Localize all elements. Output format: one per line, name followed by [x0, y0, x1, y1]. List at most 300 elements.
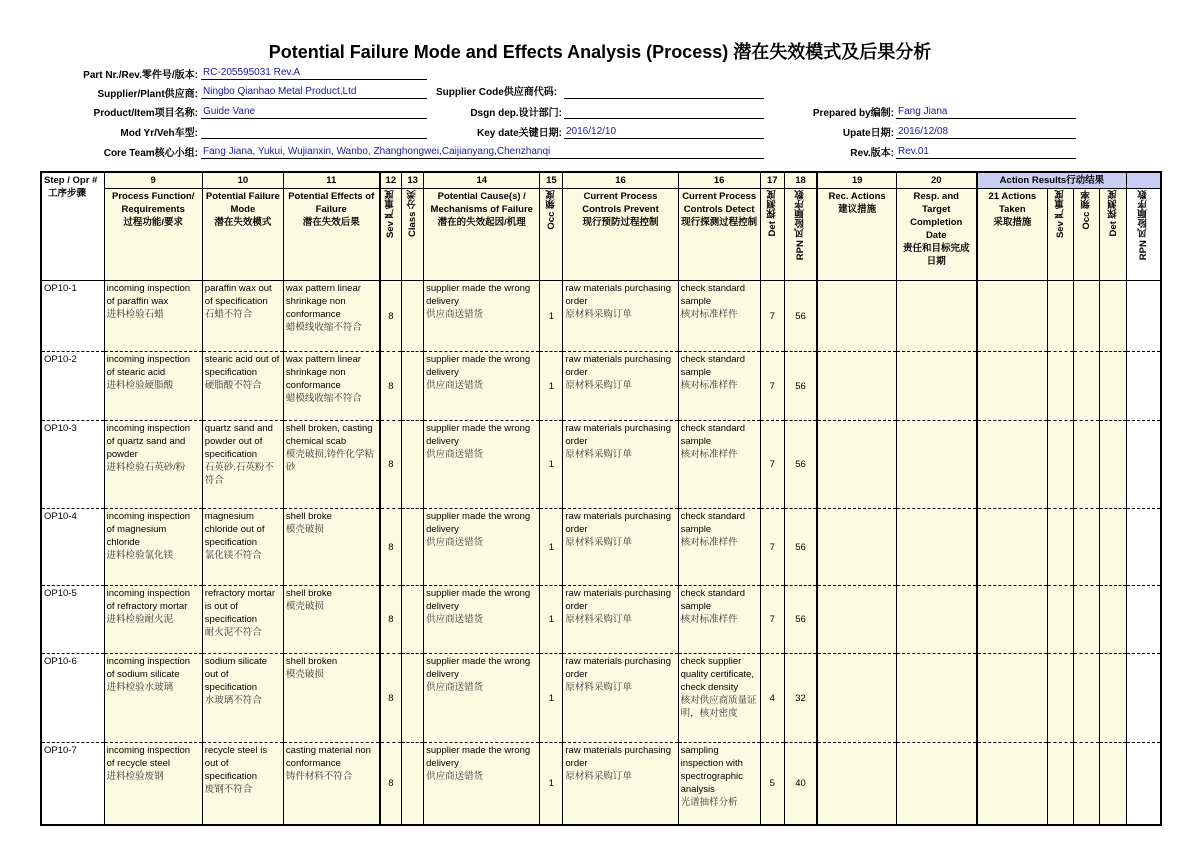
- col-sev: Sev 严重度: [380, 189, 402, 281]
- process-function-cell: [104, 421, 202, 509]
- controls-prevent-cell-text: raw materials purchasing order: [565, 283, 671, 307]
- controls-prevent-cell-text: raw materials purchasing order: [565, 588, 671, 612]
- process-function-cell-text: incoming inspection of paraffin wax: [106, 283, 191, 307]
- cause-cell-text: supplier made the wrong delivery: [426, 656, 531, 680]
- ar-occ-cell[interactable]: [1074, 743, 1100, 825]
- controls-prevent-cell-text: raw materials purchasing order: [565, 511, 671, 535]
- fmea-table: [40, 171, 1162, 826]
- effect-cell-text-cn: 铸件材料不符合: [285, 771, 353, 782]
- ar-rpn-cell[interactable]: [1127, 421, 1161, 509]
- process-function-cell-text: incoming inspection of refractory mortar: [106, 588, 191, 612]
- action-results-blank: [1127, 172, 1161, 189]
- resp-target-cell[interactable]: [896, 586, 976, 654]
- occ-cell-text: 1: [548, 777, 554, 789]
- process-function-cell: [104, 509, 202, 586]
- effect-cell-text-cn: 模壳破损: [285, 669, 324, 680]
- class-cell[interactable]: [402, 509, 424, 586]
- effect-cell: [283, 743, 379, 825]
- ar-sev-cell[interactable]: [1048, 281, 1074, 352]
- controls-detect-cell-text-cn: 核对标准样件: [680, 449, 738, 460]
- product-field[interactable]: Guide Vane: [201, 105, 427, 119]
- rev-label: Rev.版本:: [850, 148, 894, 159]
- update-field[interactable]: 2016/12/08: [896, 125, 1076, 139]
- col-det: Det 探测度: [760, 189, 784, 281]
- process-function-cell: [104, 281, 202, 352]
- class-cell[interactable]: [402, 281, 424, 352]
- controls-detect-cell-text-cn: 核对标准样件: [680, 537, 738, 548]
- cause-cell-text-cn: 供应商送错货: [426, 771, 484, 782]
- class-cell[interactable]: [402, 654, 424, 743]
- det-cell-text: 7: [769, 380, 775, 392]
- effect-cell: [283, 352, 379, 421]
- failure-mode-cell-text-cn: 石英砂.石英粉不符合: [204, 462, 274, 486]
- det-cell: [760, 743, 784, 825]
- col-num-11: 11: [283, 172, 379, 189]
- col-effects: Potential Effects of Failure 潜在失效后果: [283, 189, 379, 281]
- col-num-16a: 16: [563, 172, 678, 189]
- effect-cell-text-cn: 蜡模线收缩不符合: [285, 393, 362, 404]
- process-function-cell-text-cn: 进料检验石蜡: [106, 309, 164, 320]
- actions-taken-cell[interactable]: [977, 586, 1048, 654]
- mod-label: Mod Yr/Veh车型:: [120, 128, 198, 139]
- col-rec-actions: Rec. Actions 建议措施: [817, 189, 896, 281]
- update-label: Upate日期:: [842, 128, 894, 139]
- failure-mode-cell: [202, 743, 283, 825]
- controls-detect-cell: [678, 654, 760, 743]
- step-cell: [41, 352, 104, 421]
- failure-mode-cell-text: sodium silicate out of specification: [204, 656, 268, 693]
- effect-cell-text: shell broke: [285, 588, 332, 599]
- ar-sev-cell[interactable]: [1048, 352, 1074, 421]
- col-actions-taken: 21 Actions Taken 采取措施: [977, 189, 1048, 281]
- occ-cell-text: 1: [548, 310, 554, 322]
- table-row: [41, 352, 1161, 421]
- occ-cell-text: 1: [548, 380, 554, 392]
- controls-prevent-cell-text: raw materials purchasing order: [565, 656, 671, 680]
- ar-rpn-cell[interactable]: [1127, 509, 1161, 586]
- effect-cell-text: shell broken, casting chemical scab: [285, 423, 373, 447]
- effect-cell-text: wax pattern linear shrinkage non conformance: [285, 283, 361, 320]
- ar-occ-cell[interactable]: [1074, 281, 1100, 352]
- process-function-cell-text-cn: 进料检验耐火泥: [106, 614, 174, 625]
- col-num-10: 10: [202, 172, 283, 189]
- sev-cell: [380, 743, 402, 825]
- failure-mode-cell: [202, 654, 283, 743]
- keydate-label: Key date关键日期:: [476, 128, 562, 139]
- col-rpn: RPN 风险顺序数: [784, 189, 817, 281]
- product-label: Product/Item项目名称:: [93, 108, 198, 119]
- step-cell-text: OP10-1: [44, 283, 77, 294]
- prepared-field[interactable]: Fang Jiana: [896, 105, 1076, 119]
- occ-cell: [540, 586, 563, 654]
- table-row: [41, 586, 1161, 654]
- effect-cell: [283, 421, 379, 509]
- controls-prevent-cell-text-cn: 原材料采购订单: [565, 537, 632, 548]
- rpn-cell-text: 56: [795, 541, 806, 553]
- ar-sev-cell[interactable]: [1048, 421, 1074, 509]
- ar-occ-cell[interactable]: [1074, 586, 1100, 654]
- ar-det-cell[interactable]: [1100, 281, 1127, 352]
- sev-cell: [380, 509, 402, 586]
- det-cell: [760, 586, 784, 654]
- ar-occ-cell[interactable]: [1074, 421, 1100, 509]
- cause-cell-text-cn: 供应商送错货: [426, 682, 484, 693]
- step-cell-text: OP10-6: [44, 656, 77, 667]
- det-cell-text: 4: [769, 692, 775, 704]
- effect-cell-text-cn: 模壳破损: [285, 524, 324, 535]
- controls-prevent-cell: [563, 743, 678, 825]
- ar-occ-cell[interactable]: [1074, 509, 1100, 586]
- rpn-cell-text: 56: [795, 614, 806, 625]
- effect-cell-text: wax pattern linear shrinkage non conformance: [285, 354, 361, 391]
- step-cell: [41, 421, 104, 509]
- actions-taken-cell[interactable]: [977, 654, 1048, 743]
- ar-sev-cell[interactable]: [1048, 586, 1074, 654]
- rpn-cell: [784, 352, 817, 421]
- col-class: Class 分类: [402, 189, 424, 281]
- supplier-code-field[interactable]: [564, 85, 764, 99]
- effect-cell: [283, 586, 379, 654]
- actions-taken-cell[interactable]: [977, 352, 1048, 421]
- rpn-cell-text: 56: [795, 310, 806, 322]
- process-function-cell: [104, 586, 202, 654]
- ar-occ-cell[interactable]: [1074, 352, 1100, 421]
- class-cell[interactable]: [402, 352, 424, 421]
- controls-detect-cell: [678, 421, 760, 509]
- resp-target-cell[interactable]: [896, 654, 976, 743]
- failure-mode-cell-text: stearic acid out of specification: [204, 354, 280, 378]
- effect-cell: [283, 654, 379, 743]
- actions-taken-cell[interactable]: [977, 281, 1048, 352]
- process-function-cell-text-cn: 进料检验水玻璃: [106, 682, 174, 693]
- occ-cell-text: 1: [548, 541, 554, 553]
- core-team-field[interactable]: Fang Jiana, Yukui, Wujianxin, Wanbo, Zhanghongwei,Caijianyang,Chenzhanqi: [201, 145, 764, 159]
- keydate-field[interactable]: 2016/12/10: [564, 125, 764, 139]
- resp-target-cell[interactable]: [896, 743, 976, 825]
- actions-taken-cell[interactable]: [977, 421, 1048, 509]
- process-function-cell-text-cn: 进料检验氯化镁: [106, 550, 174, 561]
- step-cell: [41, 509, 104, 586]
- ar-det-cell[interactable]: [1100, 743, 1127, 825]
- failure-mode-cell-text-cn: 耐火泥不符合: [204, 627, 262, 638]
- supplier-label: Supplier/Plant供应商:: [97, 89, 198, 100]
- process-function-cell-text-cn: 进料检验石英砂/粉: [106, 462, 186, 473]
- col-resp-target: Resp. and Target Completion Date 责任和目标完成日期: [896, 189, 976, 281]
- effect-cell-text: shell broke: [285, 511, 332, 522]
- sev-cell-text: 8: [388, 692, 394, 704]
- process-function-cell: [104, 743, 202, 825]
- cause-cell-text-cn: 供应商送错货: [426, 380, 484, 391]
- controls-detect-cell: [678, 586, 760, 654]
- col-num-18: 18: [784, 172, 817, 189]
- supplier-field[interactable]: Ningbo Qianhao Metal Product,Ltd: [201, 85, 427, 99]
- col-ar-rpn: RPN 风险顺序数: [1127, 189, 1161, 281]
- process-function-cell-text: incoming inspection of magnesium chloride: [106, 511, 191, 548]
- failure-mode-cell: [202, 281, 283, 352]
- ar-det-cell[interactable]: [1100, 509, 1127, 586]
- det-cell-text: 7: [769, 541, 775, 553]
- cause-cell-text-cn: 供应商送错货: [426, 614, 484, 625]
- table-row: [41, 654, 1161, 743]
- controls-prevent-cell-text-cn: 原材料采购订单: [565, 449, 632, 460]
- controls-detect-cell-text: check standard sample: [680, 354, 746, 378]
- col-failure-mode: Potential Failure Mode 潜在失效模式: [202, 189, 283, 281]
- controls-detect-cell-text-cn: 核对标准样件: [680, 309, 738, 320]
- col-num-19: 19: [817, 172, 896, 189]
- det-cell: [760, 654, 784, 743]
- resp-target-cell[interactable]: [896, 281, 976, 352]
- effect-cell-text: casting material non conformance: [285, 745, 371, 769]
- col-num-9: 9: [104, 172, 202, 189]
- supplier-code-label: Supplier Code供应商代码:: [436, 87, 558, 98]
- core-team-label: Core Team核心小组:: [103, 148, 198, 159]
- process-function-cell-text: incoming inspection of recycle steel: [106, 745, 191, 769]
- rpn-cell-text: 32: [795, 692, 806, 704]
- ar-occ-cell[interactable]: [1074, 654, 1100, 743]
- failure-mode-cell-text: quartz sand and powder out of specification: [204, 423, 273, 460]
- occ-cell: [540, 281, 563, 352]
- cause-cell-text: supplier made the wrong delivery: [426, 354, 531, 378]
- header-step: Step / Opr # 工序步骤: [41, 172, 104, 281]
- occ-cell-text: 1: [548, 459, 554, 470]
- occ-cell: [540, 421, 563, 509]
- col-ar-sev: Sev 严重度: [1048, 189, 1074, 281]
- step-cell-text: OP10-5: [44, 588, 77, 599]
- cause-cell-text: supplier made the wrong delivery: [426, 511, 531, 535]
- occ-cell: [540, 654, 563, 743]
- cause-cell: [424, 509, 540, 586]
- failure-mode-cell-text: recycle steel is out of specification: [204, 745, 268, 782]
- sev-cell: [380, 421, 402, 509]
- ar-rpn-cell[interactable]: [1127, 281, 1161, 352]
- rpn-cell: [784, 509, 817, 586]
- rec-actions-cell[interactable]: [817, 421, 896, 509]
- controls-detect-cell-text: check standard sample: [680, 423, 746, 447]
- rpn-cell: [784, 743, 817, 825]
- failure-mode-cell-text-cn: 石蜡不符合: [204, 309, 253, 320]
- controls-detect-cell-text-cn: 核对标准样件: [680, 614, 738, 625]
- controls-prevent-cell: [563, 352, 678, 421]
- effect-cell: [283, 509, 379, 586]
- cause-cell-text: supplier made the wrong delivery: [426, 588, 531, 612]
- sev-cell-text: 8: [388, 777, 394, 789]
- table-row: [41, 421, 1161, 509]
- sev-cell-text: 8: [388, 541, 394, 553]
- effect-cell-text: shell broken: [285, 656, 338, 667]
- failure-mode-cell-text: magnesium chloride out of specification: [204, 511, 265, 548]
- col-ar-occ: Occ 频率: [1074, 189, 1100, 281]
- cause-cell: [424, 352, 540, 421]
- step-cell: [41, 586, 104, 654]
- step-cell: [41, 743, 104, 825]
- col-controls-detect: Current Process Controls Detect 现行探测过程控制: [678, 189, 760, 281]
- process-function-cell: [104, 654, 202, 743]
- dsgn-label: Dsgn dep.设计部门:: [470, 108, 562, 119]
- cause-cell-text: supplier made the wrong delivery: [426, 745, 531, 769]
- det-cell-text: 7: [769, 310, 775, 322]
- det-cell: [760, 421, 784, 509]
- det-cell-text: 7: [769, 459, 775, 470]
- actions-taken-cell[interactable]: [977, 743, 1048, 825]
- controls-prevent-cell-text: raw materials purchasing order: [565, 423, 671, 447]
- process-function-cell: [104, 352, 202, 421]
- controls-detect-cell: [678, 352, 760, 421]
- sev-cell-text: 8: [388, 614, 394, 625]
- controls-detect-cell-text: sampling inspection with spectrographic analysis: [680, 745, 743, 795]
- cause-cell-text: supplier made the wrong delivery: [426, 423, 531, 447]
- col-occ: Occ 频度: [540, 189, 563, 281]
- controls-prevent-cell: [563, 421, 678, 509]
- ar-det-cell[interactable]: [1100, 352, 1127, 421]
- failure-mode-cell: [202, 509, 283, 586]
- step-cell: [41, 281, 104, 352]
- part-label: Part Nr./Rev.零件号/版本:: [83, 70, 198, 81]
- controls-prevent-cell: [563, 654, 678, 743]
- cause-cell: [424, 421, 540, 509]
- class-cell[interactable]: [402, 421, 424, 509]
- rec-actions-cell[interactable]: [817, 281, 896, 352]
- table-row: [41, 509, 1161, 586]
- ar-det-cell[interactable]: [1100, 654, 1127, 743]
- occ-cell: [540, 509, 563, 586]
- controls-prevent-cell: [563, 281, 678, 352]
- failure-mode-cell-text-cn: 氯化镁不符合: [204, 550, 262, 561]
- col-process-function: Process Function/ Requirements 过程功能/要求: [104, 189, 202, 281]
- rec-actions-cell[interactable]: [817, 654, 896, 743]
- mod-field[interactable]: [201, 125, 427, 139]
- failure-mode-cell-text: refractory mortar is out of specification: [204, 588, 275, 625]
- sev-cell: [380, 352, 402, 421]
- col-num-13: 13: [402, 172, 424, 189]
- controls-detect-cell-text: check supplier quality certificate, check density: [680, 656, 754, 693]
- cause-cell-text-cn: 供应商送错货: [426, 309, 484, 320]
- controls-prevent-cell-text-cn: 原材料采购订单: [565, 682, 632, 693]
- failure-mode-cell-text: paraffin wax out of specification: [204, 283, 272, 307]
- controls-prevent-cell: [563, 509, 678, 586]
- col-num-12: 12: [380, 172, 402, 189]
- ar-sev-cell[interactable]: [1048, 743, 1074, 825]
- ar-rpn-cell[interactable]: [1127, 352, 1161, 421]
- cause-cell: [424, 743, 540, 825]
- table-row: [41, 743, 1161, 825]
- rpn-cell: [784, 421, 817, 509]
- failure-mode-cell-text-cn: 硬脂酸不符合: [204, 380, 262, 391]
- col-cause: Potential Cause(s) / Mechanisms of Failure 潜在的失效起因/机理: [424, 189, 540, 281]
- part-field[interactable]: RC-205595031 Rev.A: [201, 66, 427, 80]
- controls-detect-cell: [678, 509, 760, 586]
- sev-cell-text: 8: [388, 459, 394, 470]
- table-row: [41, 281, 1161, 352]
- failure-mode-cell-text-cn: 水玻璃不符合: [204, 695, 262, 706]
- effect-cell-text-cn: 蜡模线收缩不符合: [285, 322, 362, 333]
- resp-target-cell[interactable]: [896, 509, 976, 586]
- ar-det-cell[interactable]: [1100, 421, 1127, 509]
- resp-target-cell[interactable]: [896, 352, 976, 421]
- process-function-cell-text-cn: 进料检验废钢: [106, 771, 164, 782]
- controls-prevent-cell-text-cn: 原材料采购订单: [565, 614, 632, 625]
- effect-cell-text-cn: 模壳破损: [285, 601, 324, 612]
- rec-actions-cell[interactable]: [817, 586, 896, 654]
- occ-cell-text: 1: [548, 614, 554, 625]
- failure-mode-cell: [202, 586, 283, 654]
- ar-rpn-cell[interactable]: [1127, 654, 1161, 743]
- col-num-15: 15: [540, 172, 563, 189]
- effect-cell: [283, 281, 379, 352]
- rpn-cell: [784, 654, 817, 743]
- col-num-14: 14: [424, 172, 540, 189]
- sev-cell-text: 8: [388, 310, 394, 322]
- ar-sev-cell[interactable]: [1048, 509, 1074, 586]
- rpn-cell: [784, 586, 817, 654]
- sev-cell: [380, 654, 402, 743]
- cause-cell: [424, 586, 540, 654]
- controls-detect-cell-text-cn: 核对供应商质量证明，核对密度: [680, 695, 757, 719]
- process-function-cell-text: incoming inspection of sodium silicate: [106, 656, 191, 680]
- rpn-cell: [784, 281, 817, 352]
- controls-detect-cell-text: check standard sample: [680, 588, 746, 612]
- process-function-cell-text-cn: 进料检验硬脂酸: [106, 380, 174, 391]
- controls-detect-cell-text-cn: 光谱抽样分析: [680, 797, 738, 808]
- cause-cell-text-cn: 供应商送错货: [426, 449, 484, 460]
- det-cell-text: 5: [769, 777, 775, 789]
- sev-cell: [380, 281, 402, 352]
- ar-sev-cell[interactable]: [1048, 654, 1074, 743]
- process-function-cell-text: incoming inspection of stearic acid: [106, 354, 191, 378]
- rec-actions-cell[interactable]: [817, 352, 896, 421]
- step-cell-text: OP10-2: [44, 354, 77, 365]
- controls-detect-cell-text-cn: 核对标准样件: [680, 380, 738, 391]
- col-controls-prevent: Current Process Controls Prevent 现行预防过程控制: [563, 189, 678, 281]
- failure-mode-cell: [202, 421, 283, 509]
- controls-prevent-cell-text: raw materials purchasing order: [565, 354, 671, 378]
- col-ar-det: Det 探测度: [1100, 189, 1127, 281]
- controls-prevent-cell-text-cn: 原材料采购订单: [565, 380, 632, 391]
- prepared-label: Prepared by编制:: [812, 108, 894, 119]
- rpn-cell-text: 40: [795, 777, 806, 789]
- cause-cell-text-cn: 供应商送错货: [426, 537, 484, 548]
- step-cell: [41, 654, 104, 743]
- controls-prevent-cell-text-cn: 原材料采购订单: [565, 771, 632, 782]
- occ-cell: [540, 352, 563, 421]
- step-cell-text: OP10-4: [44, 511, 77, 522]
- failure-mode-cell: [202, 352, 283, 421]
- cause-cell-text: supplier made the wrong delivery: [426, 283, 531, 307]
- occ-cell-text: 1: [548, 692, 554, 704]
- process-function-cell-text: incoming inspection of quartz sand and powder: [106, 423, 191, 460]
- col-num-20: 20: [896, 172, 976, 189]
- class-cell[interactable]: [402, 743, 424, 825]
- controls-prevent-cell: [563, 586, 678, 654]
- controls-prevent-cell-text-cn: 原材料采购订单: [565, 309, 632, 320]
- rec-actions-cell[interactable]: [817, 743, 896, 825]
- controls-detect-cell: [678, 281, 760, 352]
- failure-mode-cell-text-cn: 废钢不符合: [204, 784, 253, 795]
- ar-det-cell[interactable]: [1100, 586, 1127, 654]
- rpn-cell-text: 56: [795, 459, 806, 470]
- page-title: Potential Failure Mode and Effects Analysis (Process) 潜在失效模式及后果分析: [268, 42, 932, 62]
- dsgn-field[interactable]: [564, 105, 764, 119]
- rev-field[interactable]: Rev.01: [896, 145, 1076, 159]
- ar-rpn-cell[interactable]: [1127, 743, 1161, 825]
- rpn-cell-text: 56: [795, 380, 806, 392]
- class-cell[interactable]: [402, 586, 424, 654]
- actions-taken-cell[interactable]: [977, 509, 1048, 586]
- resp-target-cell[interactable]: [896, 421, 976, 509]
- col-num-17: 17: [760, 172, 784, 189]
- ar-rpn-cell[interactable]: [1127, 586, 1161, 654]
- sev-cell: [380, 586, 402, 654]
- rec-actions-cell[interactable]: [817, 509, 896, 586]
